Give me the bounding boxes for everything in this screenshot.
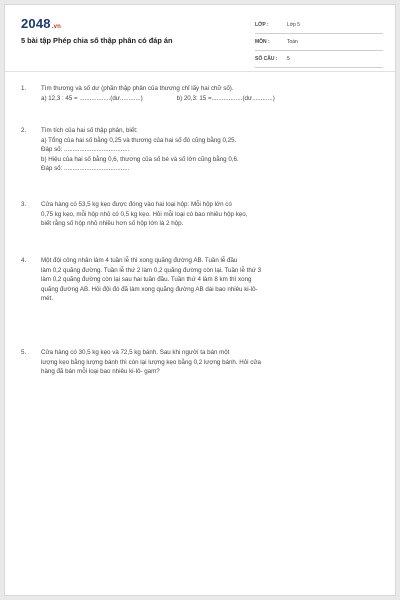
question-line: 0,75 kg kẹo, mỗi hộp nhỏ có 0,5 kg kẹo. Hỏi mỗi loại có bao nhiêu hộp kẹo, <box>41 210 248 218</box>
question-line: a) Tổng của hai số bằng 0,25 và thương của hai số đó cũng bằng 0,25. <box>41 136 237 144</box>
meta-key: SỐ CÂU : <box>255 56 278 62</box>
question-2 <box>21 126 381 174</box>
question-5 <box>21 348 381 377</box>
page-header <box>5 5 397 67</box>
question-line: b) Hiệu của hai số bằng 0,6, thương của số bé và số lớn cũng bằng 0,6. <box>41 155 239 163</box>
question-line: lượng kẹo bằng lượng bánh thì còn lại lượng kẹo bằng 0,2 lượng bánh. Hỏi cửa <box>41 358 261 366</box>
meta-key: LỚP : <box>255 22 269 28</box>
question-line: làm 0,2 quãng đường. Tuần lễ thứ 2 làm 0,2 quãng đường còn lại. Tuần lễ thứ 3 <box>41 266 262 274</box>
question-number: 3. <box>21 201 27 208</box>
site-logo[interactable] <box>21 16 61 31</box>
document-title: 5 bài tập Phép chia số thập phân có đáp án <box>21 36 173 45</box>
question-3 <box>21 200 381 229</box>
question-number: 1. <box>21 85 27 92</box>
question-line: Tìm tích của hai số thập phân, biết: <box>41 127 138 134</box>
answer-line: Đáp số: ...................................... <box>41 146 130 154</box>
question-body <box>41 126 381 174</box>
question-body <box>41 256 381 304</box>
question-subparts <box>41 94 381 104</box>
meta-key: MÔN : <box>255 39 270 45</box>
worksheet-page <box>4 4 396 596</box>
question-line: làm 0,2 quãng đường còn lại sau hai tuần đầu. Tuần thứ 4 làm 8 km thì xong <box>41 276 252 284</box>
header-divider <box>5 71 397 72</box>
question-line: hàng đã bán mỗi loại bao nhiêu ki-lô- gam? <box>41 368 160 376</box>
logo-suffix: .vn <box>51 24 62 30</box>
question-line: quãng đường AB. Hỏi đội đó đã làm xong quãng đường AB dài bao nhiêu ki-lô- <box>41 285 258 293</box>
question-line: Một đội công nhân làm 4 tuần lễ thì xong quãng đường AB. Tuần lễ đầu <box>41 257 238 264</box>
question-line: biết rằng số hộp nhỏ nhiều hơn số hộp lớn là 2 hộp. <box>41 220 184 228</box>
answer-line: Đáp số: ...................................... <box>41 165 130 173</box>
question-line: Cửa hàng có 53,5 kg kẹo được đóng vào hai loại hộp: Mỗi hộp lớn có <box>41 201 232 208</box>
meta-value: Lớp 5 <box>287 22 301 28</box>
question-1 <box>21 84 381 103</box>
meta-row-count <box>255 53 383 68</box>
subpart-b: b) 20,3: 15 =..................(dư............) <box>176 94 275 102</box>
question-body <box>41 200 381 229</box>
meta-info <box>255 19 383 70</box>
meta-row-subject <box>255 36 383 51</box>
question-line: Cửa hàng có 30,5 kg kẹo và 72,5 kg bánh. Sau khi người ta bán một <box>41 349 230 356</box>
question-number: 2. <box>21 127 27 134</box>
logo-text: 2048 <box>21 16 51 31</box>
meta-value: 5 <box>287 56 290 62</box>
question-number: 5. <box>21 349 27 356</box>
meta-row-grade <box>255 19 383 34</box>
question-line: mét. <box>41 295 54 303</box>
question-4 <box>21 256 381 304</box>
question-number: 4. <box>21 257 27 264</box>
question-body <box>41 348 381 377</box>
subpart-a: a) 12,3 : 45 = ..................(dư............) <box>41 94 143 102</box>
question-body <box>41 84 381 103</box>
question-line: Tìm thương và số dư (phần thập phân của thương chỉ lấy hai chữ số). <box>41 85 234 92</box>
meta-value: Toán <box>287 39 298 45</box>
